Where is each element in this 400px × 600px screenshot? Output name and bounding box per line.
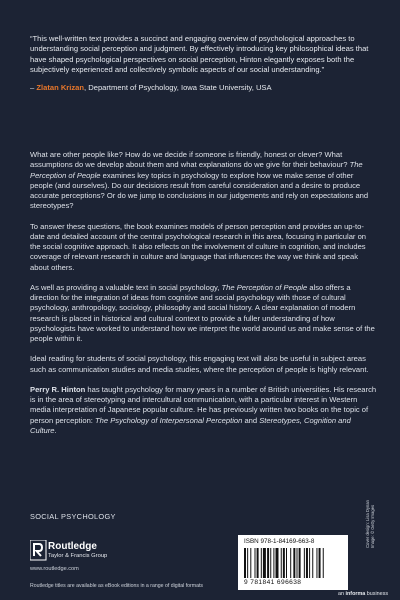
quote-author: Zlatan Krizan xyxy=(36,83,85,93)
informa-business xyxy=(338,591,388,597)
text-run: . xyxy=(54,425,57,435)
cover-credit-design: Cover design: Lisa Dynan xyxy=(365,500,370,548)
publisher-logo xyxy=(30,540,180,566)
text-run: What are other people like? How do we decide if someone is friendly, honest or clever? What assumptions do we develop about them and what explanations do we give for their behaviour? xyxy=(30,150,350,170)
previous-book-title: The Psychology of Interpersonal Perception xyxy=(95,415,243,425)
previous-book-title: Stereotypes, Cognition and Culture xyxy=(30,415,351,435)
quote-dash: – xyxy=(30,83,37,93)
quote-text: “This well-written text provides a succinct and engaging overview of psychological approaches to understanding social perception and judgment. By effectively introducing key philosophical ideas that have shaped psychological perspectives on social perception, Hinton elegantly exposes both the subjectively experienced and collectively symbolic aspects of our social understanding.” xyxy=(30,34,369,74)
barcode-number: 9 781841 696638 xyxy=(244,579,302,586)
routledge-r-icon xyxy=(30,540,50,562)
paragraph-integration xyxy=(30,283,378,345)
isbn-text: ISBN 978-1-84169-663-8 xyxy=(244,538,315,545)
subject-category: SOCIAL PSYCHOLOGY xyxy=(30,512,116,521)
cover-credit xyxy=(365,500,375,548)
barcode-panel xyxy=(238,535,348,590)
text-run: also offers a direction for the integration of ideas from cognitive and social psychology with those of cultural psychology, anthropology, sociology, philosophy and social history. A clear explanation of modern research is placed in historical and cultural context to provide a fuller understanding of how psychologists have worked to understand how we interpret the world around us and make sense of the people within it. xyxy=(30,282,375,343)
informa-brand: informa xyxy=(345,591,366,597)
paragraph-questions xyxy=(30,150,378,212)
endorsement-quote xyxy=(30,34,378,93)
text-run: has taught psychology for many years in a number of British universities. His research is in the area of stereotyping and intercultural communication, with a particular interest in Western media interpretation of Japanese popular culture. He has previously written two books on the topic of person perception: xyxy=(30,384,377,425)
book-title: The Perception of People xyxy=(30,160,363,180)
author-name: Perry R. Hinton xyxy=(30,384,86,394)
paragraph-approach: To answer these questions, the book examines models of person perception and provides an up-to-date and detailed account of the central psychological research in this area, focusing in particular on the social cognitive approach. It also reflects on the involvement of culture in cognition, and includes coverage of relevant research in culture and language that influences the way we think and speak about others. xyxy=(30,221,367,272)
publisher-tagline: Taylor & Francis Group xyxy=(48,553,108,559)
informa-prefix: an xyxy=(338,591,346,597)
cover-credit-image: Image: © Getty Images xyxy=(370,504,375,548)
publisher-name: Routledge xyxy=(48,541,97,552)
ebook-note: Routledge titles are available as eBook editions in a range of digital formats xyxy=(30,583,204,589)
text-run: and xyxy=(242,415,260,425)
description xyxy=(30,150,378,436)
text-run: examines key topics in psychology to explore how we make sense of other people (and ourselves). Do our decisions result from careful consideration and a desire to produce accurate perceptions? Or do we jump to conclusions in our judgements and rely on expectations and stereotypes? xyxy=(30,170,369,211)
barcode-icon xyxy=(244,548,342,578)
paragraph-audience: Ideal reading for students of social psychology, this engaging text will also be useful in subject areas such as communication studies and media studies, where the perception of people is highly relevant. xyxy=(30,354,369,374)
book-title: The Perception of People xyxy=(221,282,308,292)
informa-suffix: business xyxy=(365,591,389,597)
author-bio xyxy=(30,385,378,436)
text-run: As well as providing a valuable text in social psychology, xyxy=(30,282,222,292)
publisher-website: www.routledge.com xyxy=(30,566,79,572)
quote-affiliation: , Department of Psychology, Iowa State University, USA xyxy=(84,83,272,93)
quote-attribution xyxy=(30,83,378,93)
